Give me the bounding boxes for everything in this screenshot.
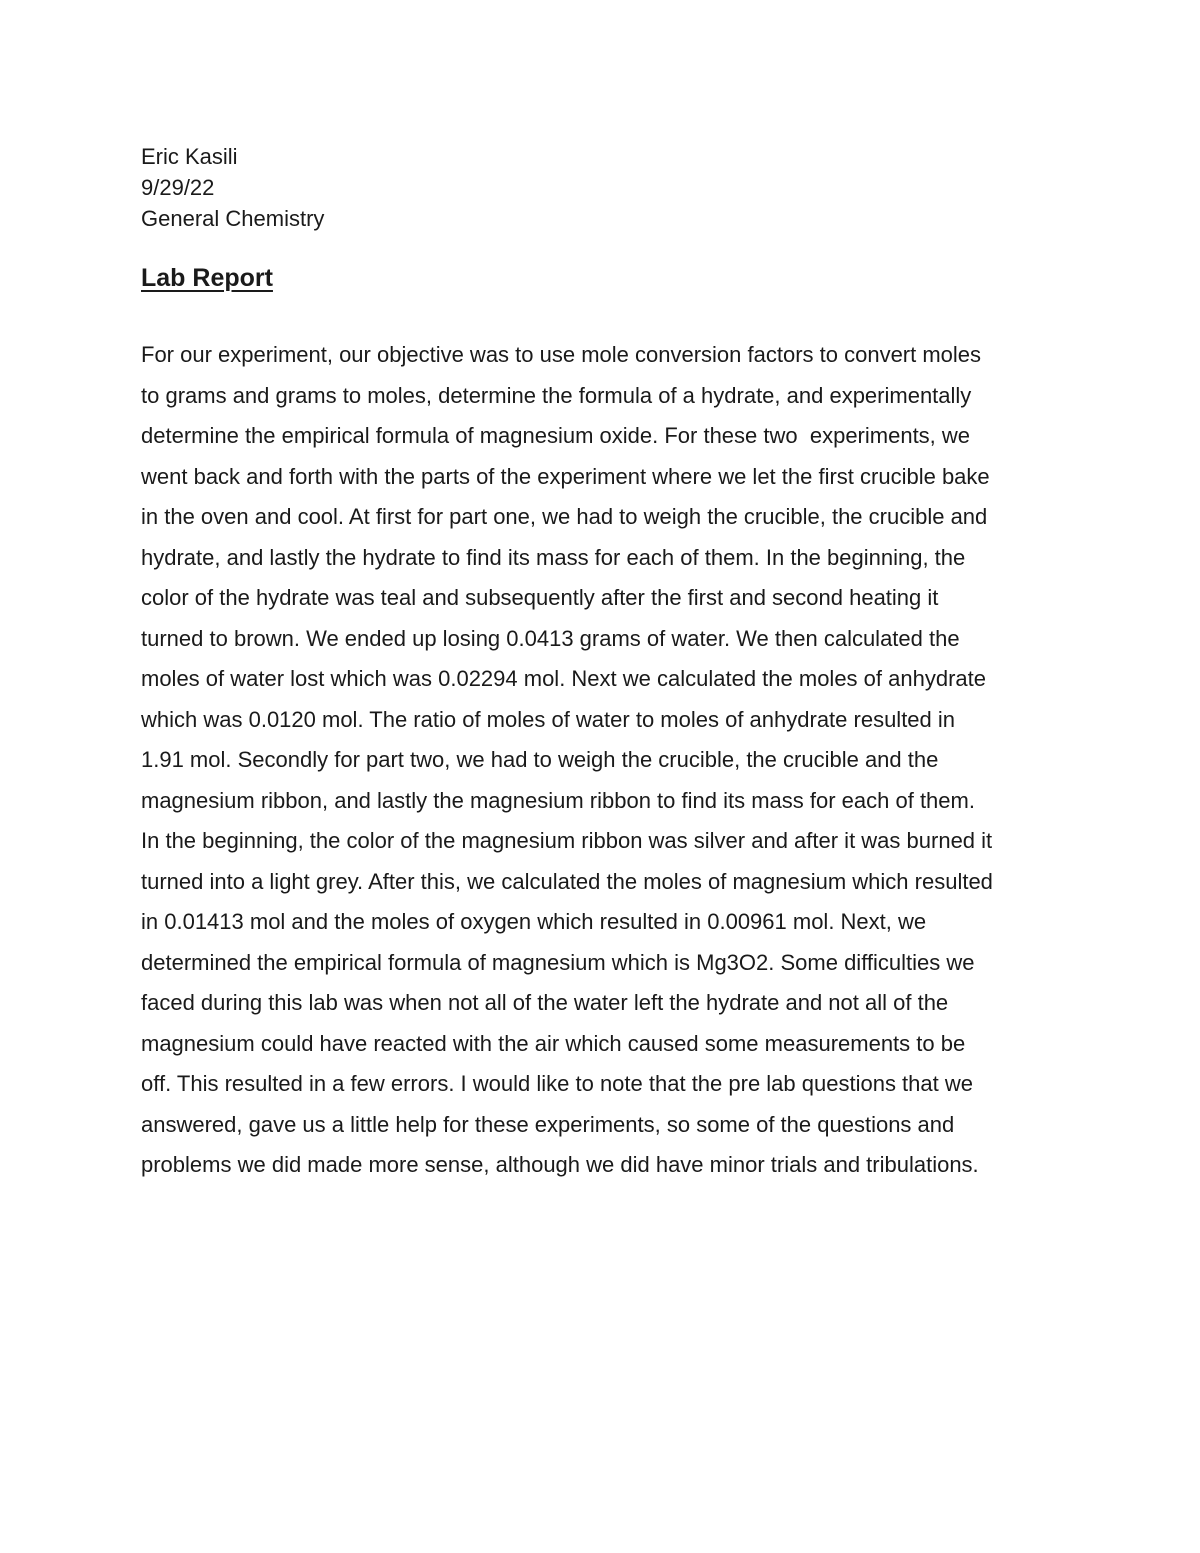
course-name: General Chemistry (141, 206, 325, 231)
body-line: magnesium could have reacted with the air which caused some measurements to be (141, 1030, 966, 1056)
report-body (141, 335, 1061, 1186)
body-line: turned to brown. We ended up losing 0.0413 grams of water. We then calculated the (141, 625, 960, 651)
body-line: off. This resulted in a few errors. I would like to note that the pre lab questions that we (141, 1071, 973, 1096)
body-line: magnesium ribbon, and lastly the magnesium ribbon to find its mass for each of them. (141, 787, 975, 813)
body-line: determine the empirical formula of magnesium oxide. For these two experiments, we (141, 423, 971, 448)
body-line: faced during this lab was when not all of the water left the hydrate and not all of the (141, 990, 949, 1015)
body-line: For our experiment, our objective was to use mole conversion factors to convert moles (141, 342, 982, 367)
body-line: problems we did made more sense, although we did have minor trials and tribulations. (141, 1152, 979, 1177)
body-line: turned into a light grey. After this, we calculated the moles of magnesium which resulted (141, 868, 993, 894)
body-line: 1.91 mol. Secondly for part two, we had to weigh the crucible, the crucible and the (141, 747, 939, 772)
report-date: 9/29/22 (141, 175, 215, 200)
body-line: to grams and grams to moles, determine the formula of a hydrate, and experimentally (141, 382, 972, 408)
body-line: In the beginning, the color of the magnesium ribbon was silver and after it was burned it (141, 828, 993, 853)
document-header (141, 141, 324, 234)
body-line: went back and forth with the parts of the experiment where we let the first crucible bake (141, 463, 990, 489)
body-line: color of the hydrate was teal and subsequently after the first and second heating it (141, 585, 939, 610)
body-line: answered, gave us a little help for these experiments, so some of the questions and (141, 1111, 955, 1137)
body-line: hydrate, and lastly the hydrate to find its mass for each of them. In the beginning, the (141, 544, 966, 570)
body-line: which was 0.0120 mol. The ratio of moles of water to moles of anhydrate resulted in (141, 706, 956, 732)
body-line: moles of water lost which was 0.02294 mol. Next we calculated the moles of anhydrate (141, 666, 986, 691)
author-name: Eric Kasili (141, 144, 238, 169)
body-line: in the oven and cool. At first for part one, we had to weigh the crucible, the crucible and (141, 504, 988, 529)
body-line: determined the empirical formula of magnesium which is Mg3O2. Some difficulties we (141, 949, 975, 975)
body-line: in 0.01413 mol and the moles of oxygen which resulted in 0.00961 mol. Next, we (141, 909, 927, 934)
report-title: Lab Report (141, 264, 273, 292)
